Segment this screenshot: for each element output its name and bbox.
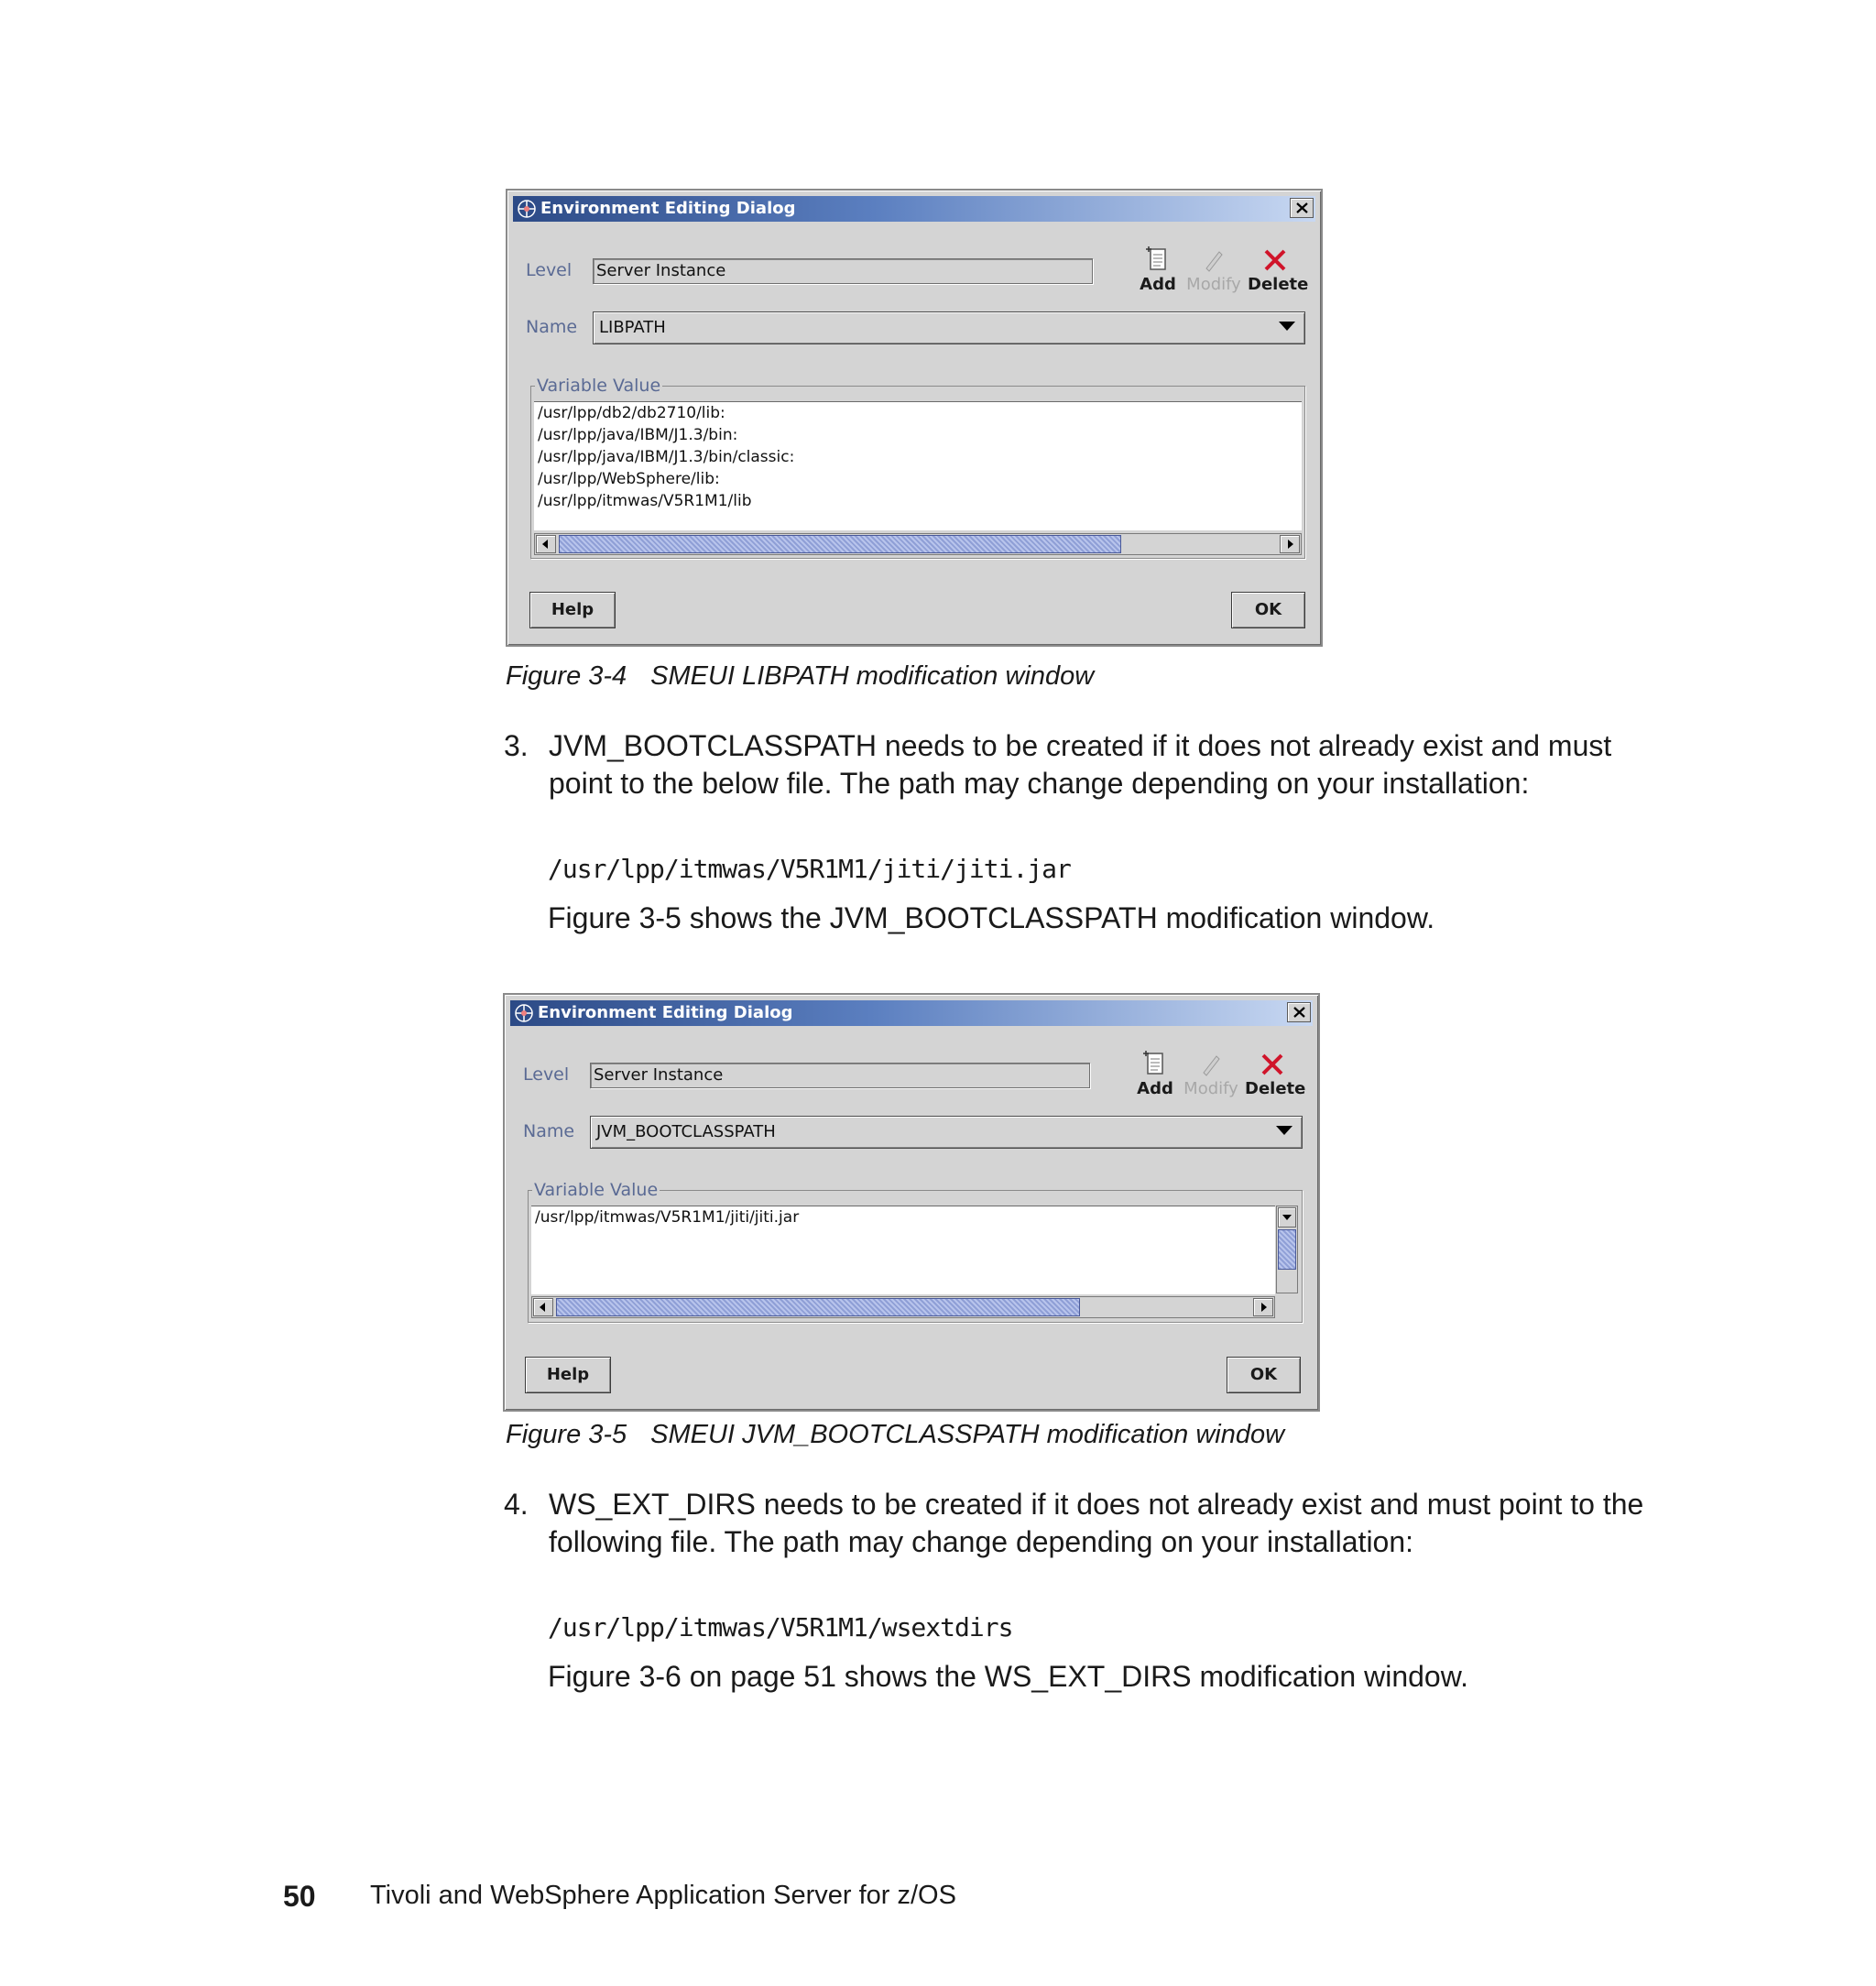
modify-button[interactable] [1186,244,1241,294]
scroll-left-button[interactable] [536,535,556,553]
arrow-left-icon [535,1299,551,1315]
close-button[interactable] [1287,1002,1311,1022]
variable-value-title: Variable Value [534,1180,659,1200]
app-icon [517,199,537,219]
value-line: /usr/lpp/java/IBM/J1.3/bin: [538,426,738,444]
dialog-titlebar[interactable] [513,196,1315,222]
chevron-down-icon [1276,1126,1292,1135]
step-number: 3. [504,729,529,762]
scroll-down-button[interactable] [1278,1207,1296,1228]
variable-value-title: Variable Value [537,376,661,396]
ok-button[interactable]: OK [1227,1357,1301,1393]
add-document-icon [1144,244,1172,275]
variable-value-group [528,1180,1303,1323]
name-label: Name [523,1121,575,1141]
step-number: 4. [504,1488,529,1521]
scroll-thumb[interactable] [556,1298,1080,1316]
arrow-down-icon [1279,1209,1295,1226]
arrow-right-icon [1255,1299,1271,1315]
delete-button[interactable] [1248,244,1309,294]
value-line: /usr/lpp/itmwas/V5R1M1/jiti/jiti.jar [535,1208,800,1227]
dialog-title: Environment Editing Dialog [540,199,796,218]
close-icon [1296,202,1308,213]
name-value: JVM_BOOTCLASSPATH [596,1122,776,1141]
arrow-right-icon [1282,536,1298,552]
vertical-scrollbar[interactable] [1276,1206,1298,1293]
level-field[interactable]: Server Instance [590,1063,1090,1088]
add-label: Add [1140,275,1176,294]
help-button[interactable]: Help [529,592,616,628]
figure-reference: Figure 3-6 on page 51 shows the WS_EXT_DIRS modification window. [548,1660,1468,1693]
level-label: Level [526,260,573,280]
jvm-bootclasspath-dialog-window [503,993,1320,1412]
add-document-icon [1141,1048,1169,1079]
scroll-thumb[interactable] [559,535,1121,553]
code-path: /usr/lpp/itmwas/V5R1M1/wsextdirs [548,1612,1013,1642]
delete-x-icon [1261,244,1289,275]
dialog-title: Environment Editing Dialog [538,1003,793,1022]
app-icon [514,1003,534,1023]
name-combobox[interactable] [593,311,1305,344]
page-number: 50 [283,1880,316,1913]
caption-text: SMEUI LIBPATH modification window [650,661,1095,691]
vertical-scroll-thumb[interactable] [1278,1229,1296,1270]
add-button[interactable] [1128,1048,1183,1098]
modify-label: Modify [1183,1079,1238,1098]
add-button[interactable] [1130,244,1185,294]
variable-value-group [530,376,1305,559]
dialog-titlebar[interactable] [510,1000,1313,1026]
name-label: Name [526,317,578,337]
libpath-dialog-window [506,189,1323,647]
value-line: /usr/lpp/db2/db2710/lib: [538,404,725,422]
variable-value-textarea[interactable] [534,401,1302,530]
pencil-icon [1197,1048,1225,1079]
modify-label: Modify [1186,275,1241,294]
horizontal-scrollbar[interactable] [531,1296,1275,1318]
variable-value-textarea[interactable] [531,1206,1275,1294]
code-path: /usr/lpp/itmwas/V5R1M1/jiti/jiti.jar [548,854,1071,884]
delete-label: Delete [1245,1079,1306,1098]
step-text: JVM_BOOTCLASSPATH needs to be created if it does not already exist and must point to the below file. The path may change depending on your installation: [549,729,1612,800]
chevron-down-icon [1279,322,1295,331]
value-line: /usr/lpp/WebSphere/lib: [538,470,720,488]
caption-text: SMEUI JVM_BOOTCLASSPATH modification window [650,1420,1285,1449]
scroll-right-button[interactable] [1253,1298,1273,1316]
level-label: Level [523,1064,570,1085]
delete-label: Delete [1248,275,1309,294]
figure-reference: Figure 3-5 shows the JVM_BOOTCLASSPATH modification window. [548,901,1435,934]
book-title: Tivoli and WebSphere Application Server for z/OS [370,1881,956,1910]
scroll-right-button[interactable] [1280,535,1300,553]
figure-caption [506,661,1094,692]
add-label: Add [1137,1079,1173,1098]
arrow-left-icon [538,536,554,552]
level-field[interactable]: Server Instance [593,258,1093,284]
name-combobox[interactable] [590,1116,1303,1149]
figure-caption [506,1420,1284,1450]
name-value: LIBPATH [599,318,666,337]
delete-x-icon [1259,1048,1286,1079]
caption-number: Figure 3-5 [506,1420,627,1449]
step-text: WS_EXT_DIRS needs to be created if it does not already exist and must point to the following file. The path may change depending on your installation: [549,1488,1644,1558]
close-icon [1293,1007,1305,1018]
delete-button[interactable] [1245,1048,1306,1098]
close-button[interactable] [1290,198,1314,218]
help-button[interactable]: Help [525,1357,611,1393]
value-line: /usr/lpp/java/IBM/J1.3/bin/classic: [538,448,795,466]
ok-button[interactable]: OK [1231,592,1305,628]
horizontal-scrollbar[interactable] [534,533,1302,555]
modify-button[interactable] [1183,1048,1238,1098]
value-line: /usr/lpp/itmwas/V5R1M1/lib [538,492,752,510]
caption-number: Figure 3-4 [506,661,627,691]
pencil-icon [1200,244,1227,275]
scroll-left-button[interactable] [533,1298,553,1316]
